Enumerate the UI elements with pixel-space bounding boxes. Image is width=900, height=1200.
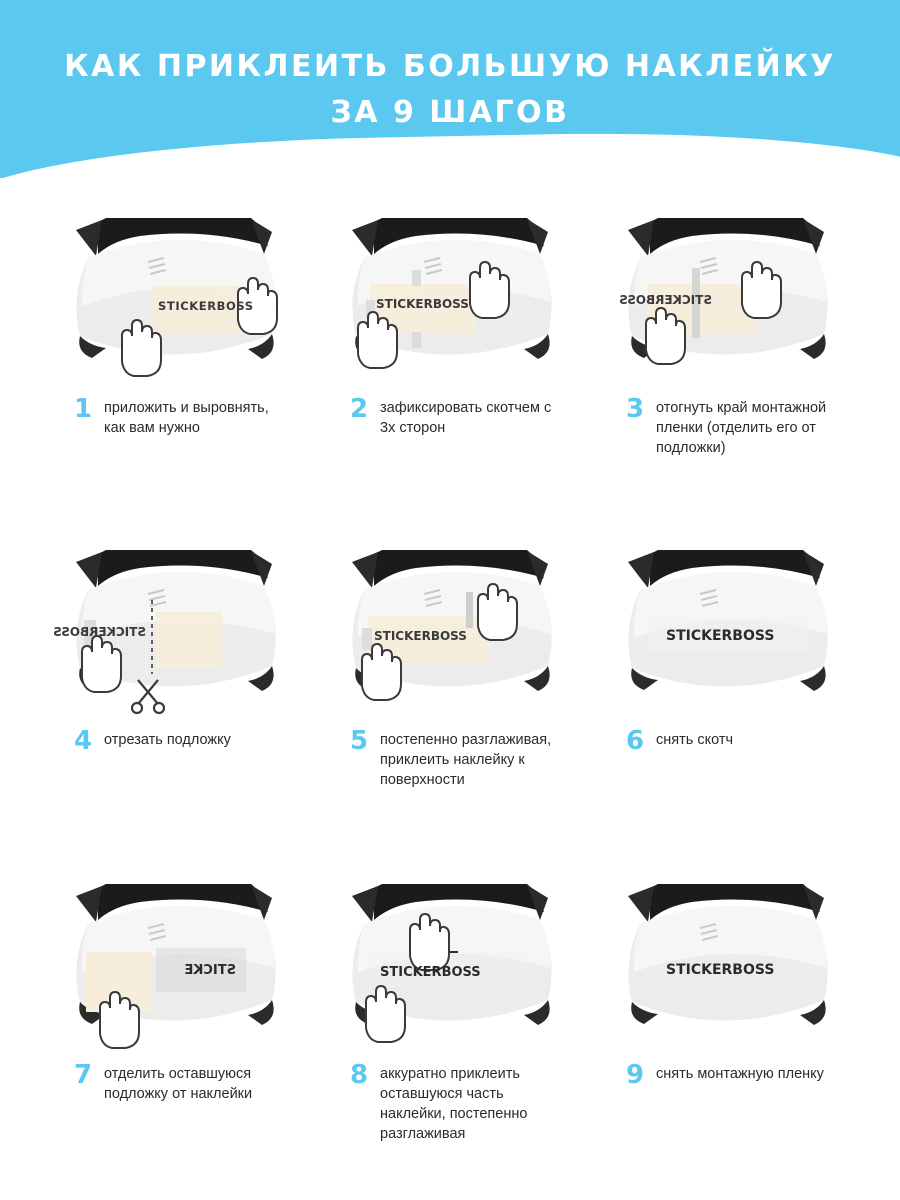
step-illustration-6 [588,534,864,720]
sticker-label: STICKERBOSS [158,299,254,313]
step-number-7: 7 [74,1060,93,1090]
step-caption-3 [588,394,864,458]
sticker-label: STICKERBOSS [666,628,775,644]
step-number-9: 9 [626,1060,645,1090]
step-illustration-4 [36,534,312,720]
steps-row-3 [0,868,900,1144]
car-illustration [588,868,864,1054]
sticker-label: STICKERBOSS [376,297,469,311]
header-title-block [0,46,900,134]
step-illustration-7 [36,868,312,1054]
step-card-1 [36,202,312,458]
step-illustration-5 [312,534,588,720]
step-number-5: 5 [350,726,369,756]
step-caption-2 [312,394,588,438]
steps-row-2 [0,534,900,790]
step-card-4 [36,534,312,790]
car-illustration [36,202,312,388]
step-text-6: снять скотч [656,732,734,748]
step-text-4: отрезать подложку [104,732,231,748]
step-card-6 [588,534,864,790]
sticker-label: STICKE [184,963,236,978]
step-card-2 [312,202,588,458]
step-caption-6 [588,726,864,756]
page-title-line-1: КАК ПРИКЛЕИТЬ БОЛЬШУЮ НАКЛЕЙКУ [64,49,836,84]
step-caption-5 [312,726,588,790]
step-text-5: постепенно разглаживая, приклеить наклейку к поверхности [380,732,552,788]
step-card-9 [588,868,864,1144]
car-illustration [588,202,864,388]
step-caption-8 [312,1060,588,1144]
car-illustration [36,534,312,720]
step-card-3 [588,202,864,458]
step-text-2: зафиксировать скотчем с 3х сторон [380,400,552,436]
car-illustration [588,534,864,720]
step-caption-7 [36,1060,312,1104]
poster-header [0,0,900,178]
tape-strip [412,270,421,286]
sticker-label: STICKERBOSS [53,625,146,639]
step-text-3: отогнуть край монтажной пленки (отделить его от подложки) [656,400,827,456]
step-caption-4 [36,726,312,756]
step-number-3: 3 [626,394,645,424]
step-text-7: отделить оставшуюся подложку от наклейки [104,1066,253,1102]
page-title-line-2: ЗА 9 ШАГОВ [330,95,570,130]
sticker-label: STICKERBOSS [666,962,775,978]
step-text-8: аккуратно приклеить оставшуюся часть наклейки, постепенно разглаживая [380,1066,528,1142]
car-illustration [312,868,588,1054]
step-illustration-8 [312,868,588,1054]
step-number-6: 6 [626,726,645,756]
step-number-4: 4 [74,726,93,756]
step-number-2: 2 [350,394,369,424]
step-number-1: 1 [74,394,93,424]
car-illustration [312,202,588,388]
squeegee [466,592,473,628]
steps-row-1 [0,202,900,458]
step-number-8: 8 [350,1060,369,1090]
sticker-label: STICKERBOSS [619,293,712,307]
sticker-label: STICKERBOSS [374,629,467,643]
car-illustration [36,868,312,1054]
step-illustration-2 [312,202,588,388]
sticker-label: STICKERBOSS [380,965,481,980]
step-card-7 [36,868,312,1144]
tape-strip [412,332,421,348]
step-text-9: снять монтажную пленку [656,1066,824,1082]
car-illustration [312,534,588,720]
step-illustration-9 [588,868,864,1054]
step-text-1: приложить и выровнять, как вам нужно [104,400,269,436]
steps-grid [0,178,900,1144]
step-caption-1 [36,394,312,438]
step-card-5 [312,534,588,790]
step-card-8 [312,868,588,1144]
step-caption-9 [588,1060,864,1090]
step-illustration-1 [36,202,312,388]
step-illustration-3 [588,202,864,388]
